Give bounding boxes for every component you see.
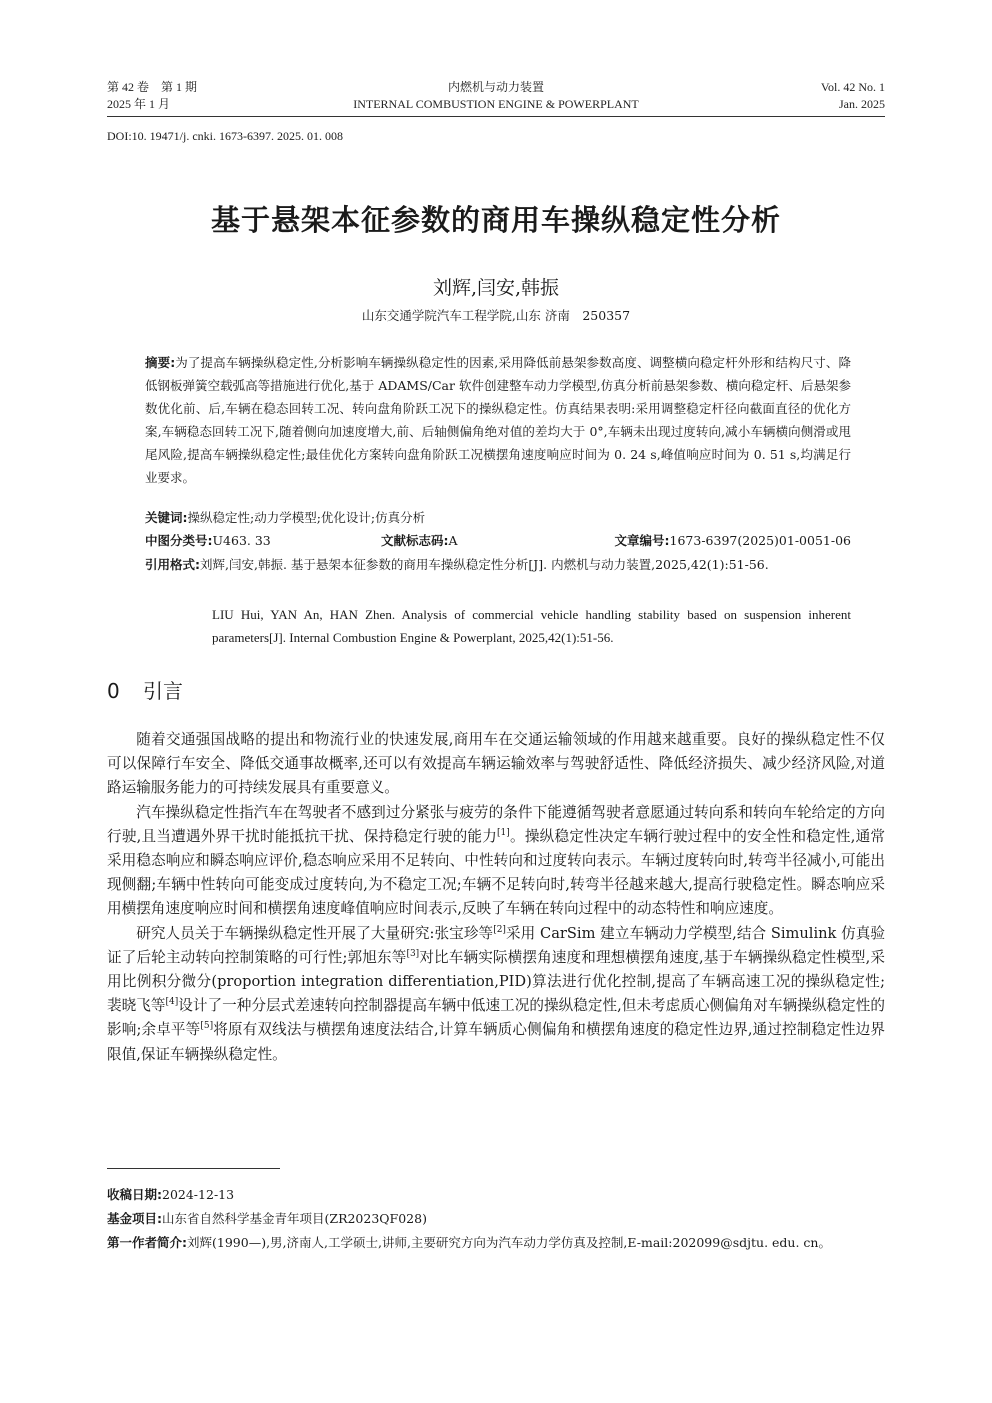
author-list: 刘辉,闫安,韩振 (432, 277, 560, 299)
section-heading (107, 676, 183, 706)
clc-value: U463. 33 (212, 533, 271, 548)
body-text (107, 728, 885, 1067)
paragraph-3-part-a: 研究人员关于车辆操纵稳定性开展了大量研究:张宝珍等 (136, 924, 494, 942)
section-number: 0 (107, 679, 120, 703)
doi: DOI:10. 19471/j. cnki. 1673-6397. 2025. 01. 008 (107, 129, 343, 143)
paragraph-2-part-b: 。操纵稳定性决定车辆行驶过程中的安全性和稳定性,通常采用稳态响应和瞬态响应评价,稳态响应采用不足转向、中性转向和过度转向表示。车辆过度转向时,转弯半径减小,可能出现侧翻;车辆中性转向可能变成过度转向,为不稳定工况;车辆不足转向时,转弯半径越来越大,提高行驶稳定性。瞬态响应采用横摆角速度响应时间和横摆角速度峰值响应时间表示,反映了车辆在转向过程中的动态特性和响应速度。 (107, 827, 885, 918)
volume-issue-text: 第 42 卷 第 1 期 (107, 80, 198, 94)
section-title: 引言 (143, 679, 183, 703)
author-bio-label: 第一作者简介: (107, 1235, 187, 1250)
abstract-label: 摘要: (145, 355, 176, 370)
author-bio-value: 刘辉(1990—),男,济南人,工学硕士,讲师,主要研究方向为汽车动力学仿真及控制,E-mail:202099@sdjtu. edu. cn。 (187, 1235, 831, 1250)
journal-name (300, 79, 692, 113)
keywords-text: 操纵稳定性;动力学模型;优化设计;仿真分析 (187, 510, 426, 525)
journal-volume-issue (107, 79, 197, 113)
citation-label: 引用格式: (145, 557, 200, 572)
affiliation: 山东交通学院汽车工程学院,山东 济南 250357 (361, 308, 631, 323)
citation-cn-text: 刘辉,闫安,韩振. 基于悬架本征参数的商用车操纵稳定性分析[J]. 内燃机与动力装置,2025,42(1):51-56. (200, 557, 769, 572)
fund-info (107, 1208, 885, 1230)
abstract-text: 为了提高车辆操纵稳定性,分析影响车辆操纵稳定性的因素,采用降低前悬架参数高度、调整横向稳定杆外形和结构尺寸、降低钢板弹簧空载弧高等措施进行优化,基于 ADAMS/Car 软件创建整车动力学模型,仿真分析前悬架参数、横向稳定杆、后悬架参数优化前、后,车辆在稳态回转工况、转向盘角阶跃工况下的操纵稳定性。仿真结果表明:采用调整稳定杆径向截面直径的优化方案,车辆稳态回转工况下,随着侧向加速度增大,前、后轴侧偏角绝对值的差均大于 0°,车辆未出现过度转向,减小车辆横向侧滑或甩尾风险,提高车辆操纵稳定性;最佳优化方案转向盘角阶跃工况横摆角速度响应时间为 0. 24 s,峰值响应时间为 0. 51 s,均满足行业要求。 (145, 355, 852, 485)
journal-name-cn: 内燃机与动力装置 (447, 80, 544, 94)
doc-code-value: A (448, 533, 458, 548)
received-label: 收稿日期: (107, 1187, 162, 1202)
article-number-value: 1673-6397(2025)01-0051-06 (669, 533, 851, 548)
publication-date-text: 2025 年 1 月 (107, 97, 171, 111)
paragraph-2-part-a: 汽车操纵稳定性指汽车在驾驶者不感到过分紧张与疲劳的条件下能遵循驾驶者意愿通过转向系和转向车轮给定的方向行驶,且当遭遇外界干扰时能抵抗干扰、保持稳定行驶的能力 (107, 803, 885, 845)
reference-4[interactable]: [4] (165, 997, 179, 1008)
received-value: 2024-12-13 (162, 1187, 235, 1202)
reference-3[interactable]: [3] (406, 948, 420, 959)
paragraph-3 (107, 922, 885, 1067)
header-divider (107, 116, 885, 117)
reference-1[interactable]: [1] (497, 827, 510, 838)
first-author-bio (107, 1232, 885, 1254)
date-en-text: Jan. 2025 (839, 97, 885, 111)
received-date (107, 1184, 885, 1206)
journal-volume-en (821, 79, 885, 113)
reference-2[interactable]: [2] (493, 924, 506, 935)
reference-5[interactable]: [5] (200, 1021, 214, 1032)
document-code (381, 529, 458, 552)
paragraph-3-part-c: 对比车辆实际横摆角速度和理想横摆角速度,基于车辆操纵稳定性模型,采用比例积分微分(proportion integration differentiation,PID)算法进行优化控制,提高了车辆高速工况的操纵稳定性;裴晓飞等 (107, 948, 886, 1015)
article-number (615, 529, 851, 552)
paragraph-3-part-b: 采用 CarSim 建立车辆动力学模型,结合 Simulink 仿真验证了后轮主动转向控制策略的可行性;郭旭东等 (107, 924, 885, 966)
keywords (145, 506, 851, 529)
paragraph-2 (107, 801, 885, 922)
paragraph-3-part-d: 设计了一种分层式差速转向控制器提高车辆中低速工况的操纵稳定性,但未考虑质心侧偏角对车辆操纵稳定性的影响;余卓平等 (107, 997, 885, 1039)
paragraph-1: 随着交通强国战略的提出和物流行业的快速发展,商用车在交通运输领域的作用越来越重要。良好的操纵稳定性不仅可以保障行车安全、降低交通事故概率,还可以有效提高车辆运输效率与驾驶舒适性、降低经济损失、减少经济风险,对道路运输服务能力的可持续发展具有重要意义。 (107, 731, 885, 797)
paper-title: 基于悬架本征参数的商用车操纵稳定性分析 (210, 203, 781, 237)
clc-label: 中图分类号: (145, 533, 213, 548)
footnote-divider (107, 1168, 280, 1169)
citation-cn (145, 553, 851, 576)
abstract (145, 351, 851, 489)
clc-number (145, 529, 271, 552)
volume-en-text: Vol. 42 No. 1 (820, 80, 885, 94)
citation-en: LIU Hui, YAN An, HAN Zhen. Analysis of commercial vehicle handling stability based on suspension inherent parameters[J]. Internal Combustion Engine & Powerplant, 2025,42(1):51-56. (212, 607, 851, 645)
journal-name-en: INTERNAL COMBUSTION ENGINE & POWERPLANT (353, 97, 639, 111)
keywords-label: 关键词: (145, 510, 188, 525)
fund-value: 山东省自然科学基金青年项目(ZR2023QF028) (162, 1211, 427, 1226)
paragraph-3-part-e: 将原有双线法与横摆角速度法结合,计算车辆质心侧偏角和横摆角速度的稳定性边界,通过控制稳定性边界限值,保证车辆操纵稳定性。 (107, 1021, 885, 1063)
doc-code-label: 文献标志码: (381, 533, 449, 548)
fund-label: 基金项目: (107, 1211, 162, 1226)
article-number-label: 文章编号: (614, 533, 670, 548)
